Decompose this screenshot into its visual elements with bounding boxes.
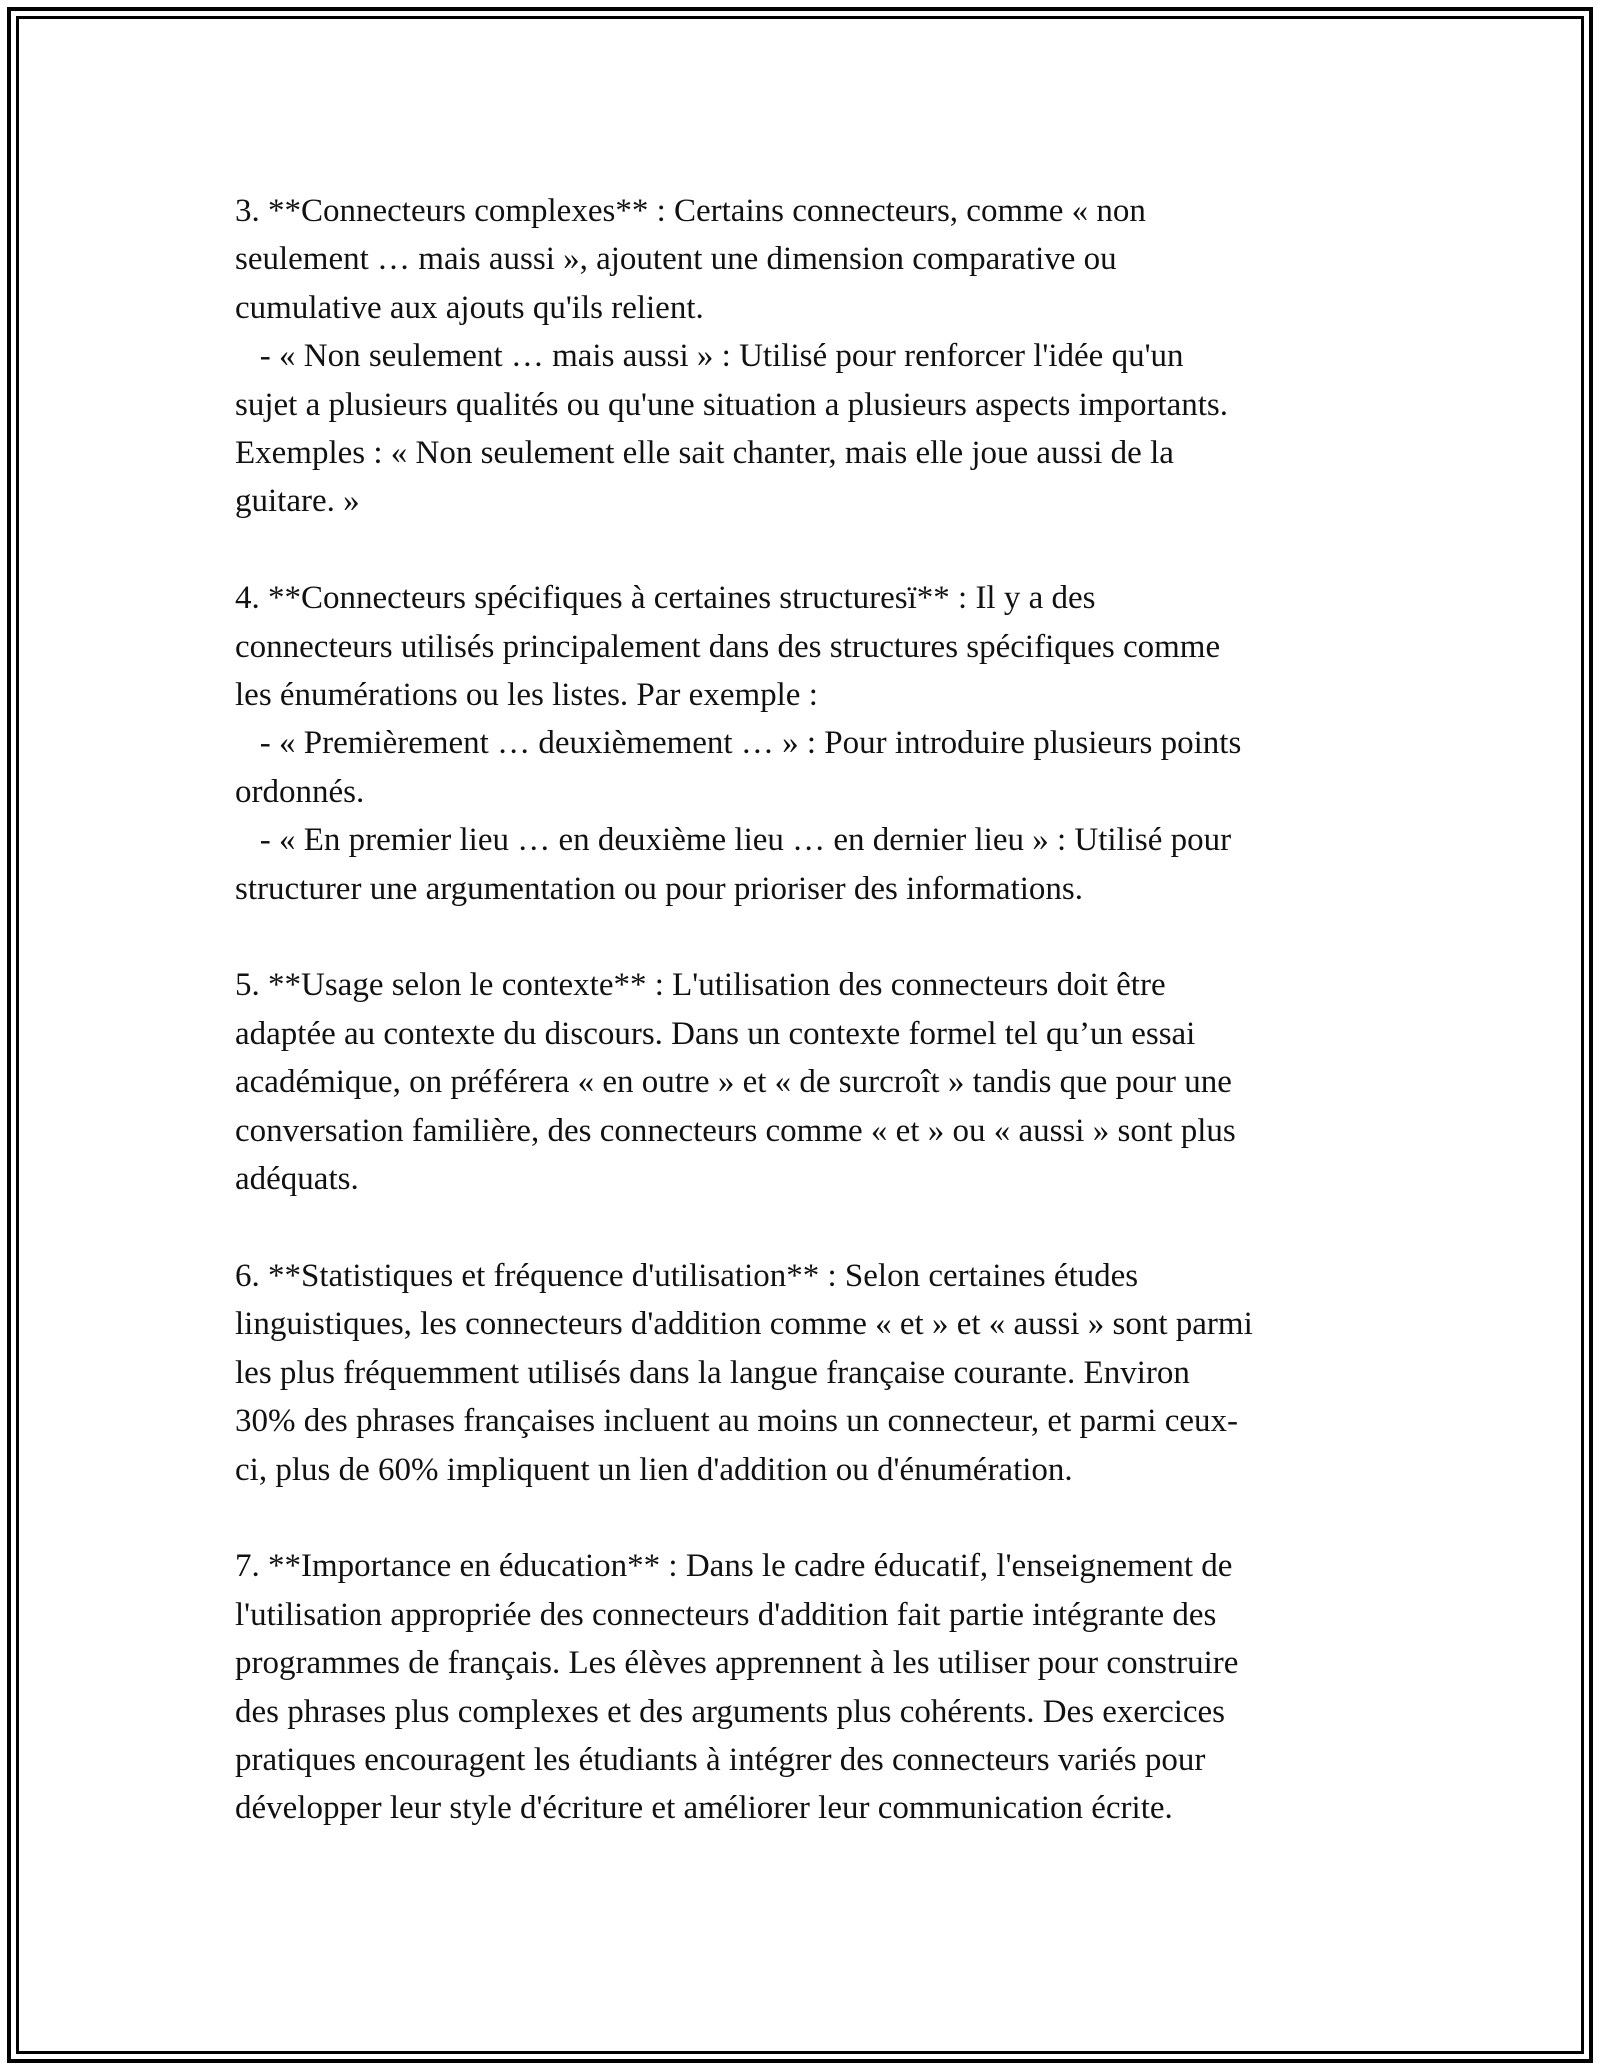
paragraph-line: les énumérations ou les listes. Par exemple :: [235, 677, 818, 714]
paragraph-line: adaptée au contexte du discours. Dans un contexte formel tel qu’un essai: [235, 1015, 1196, 1052]
paragraph-line: pratiques encouragent les étudiants à intégrer des connecteurs variés pour: [235, 1741, 1206, 1778]
paragraph-line: seulement … mais aussi », ajoutent une dimension comparative ou: [235, 241, 1117, 278]
paragraph-line: sujet a plusieurs qualités ou qu'une situation a plusieurs aspects importants.: [235, 386, 1229, 423]
section-4-specific-connectors: [235, 574, 1375, 913]
paragraph-line: 7. **Importance en éducation** : Dans le cadre éducatif, l'enseignement de: [235, 1548, 1233, 1585]
paragraph-line: connecteurs utilisés principalement dans des structures spécifiques comme: [235, 628, 1221, 665]
paragraph-line: 30% des phrases françaises incluent au moins un connecteur, et parmi ceux-: [235, 1403, 1238, 1440]
paragraph-line: linguistiques, les connecteurs d'addition comme « et » et « aussi » sont parmi: [235, 1306, 1253, 1343]
paragraph-spacer: [235, 1494, 1375, 1542]
paragraph-line: des phrases plus complexes et des arguments plus cohérents. Des exercices: [235, 1693, 1226, 1730]
paragraph-line: conversation familière, des connecteurs comme « et » ou « aussi » sont plus: [235, 1112, 1236, 1149]
section-6-statistics: [235, 1252, 1375, 1494]
section-5-context-usage: [235, 961, 1375, 1203]
section-7-education: [235, 1542, 1375, 1832]
paragraph-line: - « Premièrement … deuxièmement … » : Pour introduire plusieurs points: [235, 725, 1242, 762]
paragraph-line: l'utilisation appropriée des connecteurs d'addition fait partie intégrante des: [235, 1596, 1217, 1633]
paragraph-line: 4. **Connecteurs spécifiques à certaines structuresï** : Il y a des: [235, 580, 1096, 617]
section-3-complex-connectors: [235, 187, 1375, 526]
paragraph-line: Exemples : « Non seulement elle sait chanter, mais elle joue aussi de la: [235, 435, 1174, 472]
paragraph-spacer: [235, 913, 1375, 961]
paragraph-line: - « En premier lieu … en deuxième lieu … en dernier lieu » : Utilisé pour: [235, 822, 1232, 859]
paragraph-spacer: [235, 526, 1375, 574]
paragraph-line: ordonnés.: [235, 773, 365, 810]
paragraph-line: ci, plus de 60% impliquent un lien d'addition ou d'énumération.: [235, 1451, 1073, 1488]
paragraph-line: 5. **Usage selon le contexte** : L'utilisation des connecteurs doit être: [235, 967, 1166, 1004]
document-body: [235, 187, 1375, 1833]
paragraph-line: académique, on préférera « en outre » et « de surcroît » tandis que pour une: [235, 1064, 1232, 1101]
paragraph-line: adéquats.: [235, 1161, 359, 1198]
paragraph-line: les plus fréquemment utilisés dans la langue française courante. Environ: [235, 1354, 1190, 1391]
paragraph-line: développer leur style d'écriture et améliorer leur communication écrite.: [235, 1790, 1173, 1827]
paragraph-line: cumulative aux ajouts qu'ils relient.: [235, 289, 704, 326]
paragraph-line: - « Non seulement … mais aussi » : Utilisé pour renforcer l'idée qu'un: [235, 338, 1184, 375]
paragraph-line: structurer une argumentation ou pour prioriser des informations.: [235, 870, 1084, 907]
paragraph-line: 3. **Connecteurs complexes** : Certains connecteurs, comme « non: [235, 193, 1146, 229]
paragraph-line: guitare. »: [235, 483, 360, 520]
paragraph-line: 6. **Statistiques et fréquence d'utilisation** : Selon certaines études: [235, 1257, 1139, 1294]
paragraph-spacer: [235, 1204, 1375, 1252]
paragraph-line: programmes de français. Les élèves apprennent à les utiliser pour construire: [235, 1645, 1239, 1682]
